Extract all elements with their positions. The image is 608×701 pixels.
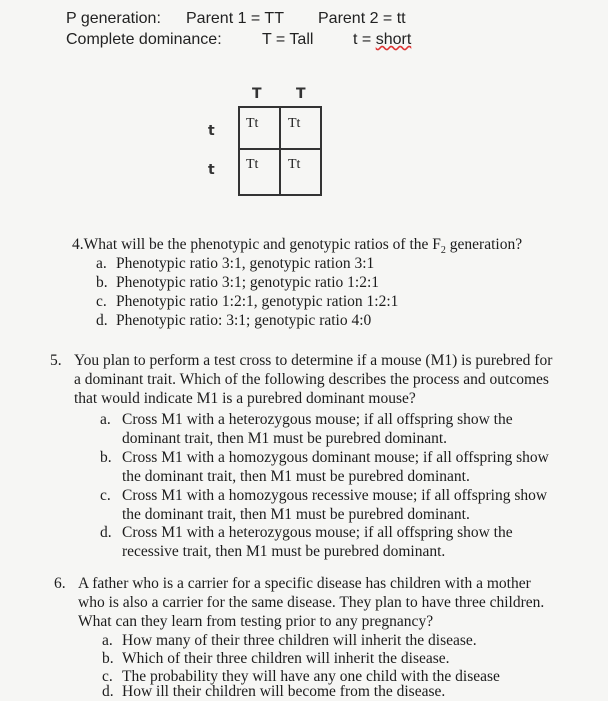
- q4-option-a: [96, 255, 374, 273]
- option-label: a.: [102, 632, 113, 649]
- q5-option-b-line: the dominant trait, then M1 must be purebred dominant.: [122, 468, 470, 485]
- q6-stem-line: who is also a carrier for the same disease. They plan to have three children.: [78, 594, 545, 611]
- option-text: Phenotypic ratio 3:1, genotypic ration 3:1: [116, 255, 375, 272]
- parent1-label: Parent 1 = TT: [186, 10, 284, 27]
- q5-option-d-label: d.: [100, 524, 112, 541]
- side-allele-2: t: [208, 162, 215, 178]
- option-label: c.: [102, 668, 113, 685]
- p-generation-label: P generation:: [66, 10, 161, 27]
- option-label: b.: [96, 274, 108, 291]
- option-text: Phenotypic ratio 1:2:1, genotypic ration 1:2:1: [116, 293, 399, 310]
- complete-dominance-label: Complete dominance:: [66, 31, 222, 48]
- q5-option-c-label: c.: [100, 487, 111, 504]
- punnett-vline: [279, 108, 281, 194]
- q5-option-d-line: recessive trait, then M1 must be purebred dominant.: [122, 543, 446, 560]
- short-allele-prefix: t =: [353, 31, 376, 48]
- option-label: d.: [102, 683, 114, 700]
- q4-option-c: [96, 293, 398, 311]
- punnett-cell: Tt: [288, 157, 301, 172]
- q4-option-b: [96, 274, 379, 292]
- q5-option-a-label: a.: [100, 411, 111, 428]
- option-text: Phenotypic ratio: 3:1; genotypic ratio 4:0: [116, 312, 372, 329]
- q6-stem-line: What can they learn from testing prior to any pregnancy?: [78, 613, 434, 630]
- option-label: c.: [96, 293, 107, 310]
- q5-option-a-line: dominant trait, then M1 must be purebred dominant.: [122, 430, 448, 447]
- q6-option-a: [102, 632, 477, 650]
- option-text: How ill their children will become from the disease.: [122, 683, 446, 700]
- q4-stem: [72, 236, 522, 256]
- q6-option-d: [102, 683, 445, 701]
- q4-stem-text: 4.What will be the phenotypic and genotypic ratios of the F: [72, 236, 441, 253]
- q6-option-b: [102, 650, 450, 668]
- option-label: d.: [96, 312, 108, 329]
- top-allele-2: T: [296, 86, 306, 102]
- q5-number: 5.: [50, 352, 62, 369]
- q5-stem-line: that would indicate M1 is a purebred dominant mouse?: [74, 390, 416, 407]
- short-allele-label: [353, 31, 411, 49]
- q6-number: 6.: [54, 575, 66, 592]
- q4-stem-end: generation?: [445, 236, 523, 253]
- option-label: a.: [96, 255, 107, 272]
- parent2-label: Parent 2 = tt: [318, 10, 406, 27]
- top-allele-1: T: [252, 86, 262, 102]
- q4-stem-sub: 2: [440, 245, 446, 257]
- q5-option-a-line: Cross M1 with a heterozygous mouse; if all offspring show the: [122, 411, 513, 428]
- punnett-cell: Tt: [246, 116, 259, 131]
- punnett-cell: Tt: [246, 157, 259, 172]
- side-allele-1: t: [208, 123, 215, 139]
- q5-option-d-line: Cross M1 with a heterozygous mouse; if all offspring show the: [122, 524, 513, 541]
- q5-stem-line: a dominant trait. Which of the following describes the process and outcomes: [74, 371, 549, 388]
- q5-option-c-line: Cross M1 with a homozygous recessive mouse; if all offspring show: [122, 487, 548, 504]
- tall-allele-label: T = Tall: [262, 31, 314, 48]
- q6-stem-line: A father who is a carrier for a specific disease has children with a mother: [78, 575, 531, 592]
- q5-option-c-line: the dominant trait, then M1 must be purebred dominant.: [122, 506, 470, 523]
- option-text: Phenotypic ratio 3:1; genotypic ratio 1:2:1: [116, 274, 380, 291]
- q5-stem-line: You plan to perform a test cross to determine if a mouse (M1) is purebred for: [74, 352, 553, 369]
- q5-option-b-line: Cross M1 with a homozygous dominant mouse; if all offspring show: [122, 449, 549, 466]
- short-allele-word: short: [375, 31, 412, 48]
- punnett-hline: [240, 148, 320, 150]
- q5-option-b-label: b.: [100, 449, 112, 466]
- q4-option-d: [96, 312, 371, 330]
- option-text: The probability they will have any one child with the disease: [122, 668, 500, 685]
- option-text: Which of their three children will inherit the disease.: [122, 650, 450, 667]
- option-label: b.: [102, 650, 114, 667]
- punnett-square: [238, 106, 322, 196]
- punnett-cell: Tt: [288, 116, 301, 131]
- option-text: How many of their three children will inherit the disease.: [122, 632, 477, 649]
